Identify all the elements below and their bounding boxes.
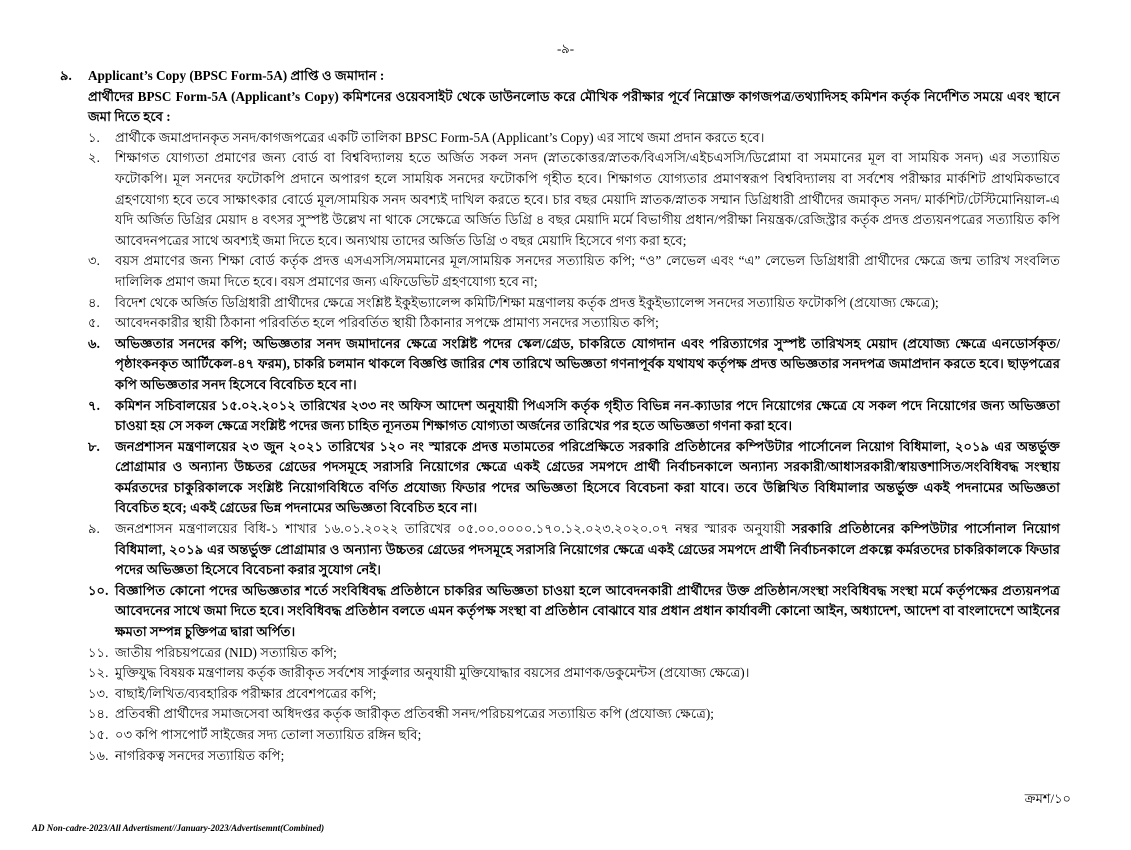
- item-text-main: প্রার্থীকে জমাপ্রদানকৃত সনদ/কাগজপত্রের একটি তালিকা BPSC Form-5A (Applicant’s Copy) এর সাথে জমা প্রদান করতে হবে।: [115, 129, 765, 145]
- item-text: [115, 704, 1060, 725]
- item-text-main: বাছাই/লিখিত/ব্যবহারিক পরীক্ষার প্রবেশপত্রের কপি;: [115, 685, 377, 701]
- list-item: [88, 128, 1060, 149]
- list-item: [88, 704, 1060, 725]
- item-text: [115, 643, 1060, 664]
- item-number: ১৪.: [88, 706, 109, 722]
- list-item: [88, 643, 1060, 664]
- item-text-main: বিদেশ থেকে অর্জিত ডিগ্রিধারী প্রার্থীদের ক্ষেত্রে সংশ্লিষ্ট ইকুইভ্যালেন্স কমিটি/শিক্ষা মন্ত্রণালয় কর্তৃক প্রদত্ত ইকুইভ্যালেন্স সনদের সত্যায়িত ফটোকপি (প্রযোজ্য ক্ষেত্রে);: [115, 294, 939, 310]
- item-number: ১.: [88, 129, 100, 145]
- list-item: [88, 251, 1060, 292]
- item-text: [115, 684, 1060, 705]
- item-text-main: জনপ্রশাসন মন্ত্রণালয়ের ২৩ জুন ২০২১ তারিখের ১২০ নং স্মারকে প্রদত্ত মতামতের পরিপ্রেক্ষিতে সরকারি প্রতিষ্ঠানের কম্পিউটার পার্সোনেল নিয়োগ বিধিমালা, ২০১৯ এর অন্তর্ভুক্ত প্রোগ্রামার ও অন্যান্য উচ্চতর গ্রেডের পদসমূহে সরাসরি নিয়োগের ক্ষেত্রে একই গ্রেডের সমপদে প্রার্থী নির্বাচনকালে অন্যান্য সরকারী/আধাসরকারী/স্বায়ত্তশাসিত/সংবিধিবদ্ধ সংস্থায় কর্মরতদের চাকুরিকালকে সংশ্লিষ্ট নিয়োগবিধিতে বর্ণিত প্রযোজ্য ফিডার পদের অভিজ্ঞতা হিসেবে বিবেচনা করা যাবে। তবে উল্লিখিত বিধিমালার অন্তর্ভুক্ত একই পদনামের অভিজ্ঞতা বিবেচিত হবে; একই গ্রেডের ভিন্ন পদনামের অভিজ্ঞতা বিবেচিত হবে না।: [115, 438, 1060, 516]
- list-item: [88, 437, 1060, 519]
- page-number: -৯-: [556, 41, 575, 56]
- item-number: ৪.: [88, 294, 100, 310]
- list-item: [88, 148, 1060, 251]
- footer-path: AD Non-cadre-2023/All Advertisment//January-2023/Advertisemnt(Combined): [32, 823, 325, 834]
- list-item: [88, 519, 1060, 581]
- item-number: ১১.: [88, 644, 109, 660]
- item-number: ১২.: [88, 665, 109, 681]
- item-text: [115, 128, 1060, 149]
- list-item: [88, 396, 1060, 437]
- item-text: [115, 725, 1060, 746]
- section-number: ৯.: [60, 68, 72, 83]
- item-number: ১৫.: [88, 727, 109, 742]
- section-title: Applicant’s Copy (BPSC Form-5A) প্রাপ্তি ও জমাদান :: [88, 68, 385, 83]
- list-item: [88, 581, 1060, 643]
- item-text-main: মুক্তিযুদ্ধ বিষয়ক মন্ত্রণালয় কর্তৃক জারীকৃত সর্বশেষ সার্কুলার অনুযায়ী মুক্তিযোদ্ধার বয়সের প্রমাণক/ডকুমেন্টস (প্রযোজ্য ক্ষেত্রে)।: [115, 665, 750, 681]
- requirements-list: [88, 128, 1060, 766]
- item-text-main: নাগরিকত্ব সনদের সত্যায়িত কপি;: [115, 747, 285, 763]
- item-text-main: জাতীয় পরিচয়পত্রের (NID) সত্যায়িত কপি;: [115, 644, 337, 660]
- item-text: [115, 396, 1060, 437]
- item-text-main: কমিশন সচিবালয়ের ১৫.০২.২০১২ তারিখের ২৩৩ নং অফিস আদেশ অনুযায়ী পিএসসি কর্তৃক গৃহীত বিভিন্ন নন-ক্যাডার পদে নিয়োগের ক্ষেত্রে যে সকল পদে নিয়োগের জন্য অভিজ্ঞতা চাওয়া হয় সে সকল ক্ষেত্রে সংশ্লিষ্ট পদের জন্য চাহিত ন্যূনতম শিক্ষাগত যোগ্যতা অর্জনের তারিখের পর হতে অভিজ্ঞতা গণনা করা হবে।: [115, 397, 1060, 434]
- section-applicants-copy: [60, 66, 1060, 766]
- item-text: [115, 437, 1060, 519]
- item-number: ৫.: [88, 315, 100, 331]
- item-text: [115, 581, 1060, 643]
- item-text: [115, 148, 1060, 251]
- item-number: ৭.: [88, 397, 100, 413]
- item-text: [115, 293, 1060, 314]
- item-number: ১৩.: [88, 685, 109, 701]
- list-item: [88, 293, 1060, 314]
- item-text-main: বিজ্ঞাপিত কোনো পদের অভিজ্ঞতার শর্তে সংবিধিবদ্ধ প্রতিষ্ঠানে চাকরির অভিজ্ঞতা চাওয়া হলে আবেদনকারী প্রার্থীদের উক্ত প্রতিষ্ঠান/সংস্থা সংবিধিবদ্ধ সংস্থা মর্মে কর্তৃপক্ষের প্রত্যয়নপত্র আবেদনের সাথে জমা দিতে হবে। সংবিধিবদ্ধ প্রতিষ্ঠান বলতে এমন কর্তৃপক্ষ সংস্থা বা প্রতিষ্ঠান বোঝাবে যার প্রধান প্রধান কার্যাবলী কোনো আইন, অধ্যাদেশ, আদেশ বা বাংলাদেশে আইনের ক্ষমতা সম্পন্ন চুক্তিপত্র দ্বারা অর্পিত।: [115, 582, 1060, 640]
- section-heading: [60, 66, 1060, 87]
- item-text: [115, 746, 1060, 767]
- list-item: [88, 684, 1060, 705]
- item-number: ১৬.: [88, 747, 109, 763]
- item-text-main: শিক্ষাগত যোগ্যতা প্রমাণের জন্য বোর্ড বা বিশ্ববিদ্যালয় হতে অর্জিত সকল সনদ (স্নাতকোত্তর/স্নাতক/বিএসসি/এইচএসসি/ডিপ্লোমা বা সমমানের মূল বা সাময়িক সনদ) এর সত্যায়িত ফটোকপি। মূল সনদের ফটোকপি প্রদানে অপারগ হলে সাময়িক সনদের ফটোকপি গৃহীত হবে। শিক্ষাগত যোগ্যতার প্রমাণস্বরূপ বিশ্ববিদ্যালয় বা সর্বশেষ পরীক্ষার মার্কশিট প্রাথমিকভাবে গ্রহণযোগ্য হবে তবে সাক্ষাৎকার বোর্ডে মূল/সাময়িক সনদ অবশ্যই দাখিল করতে হবে। চার বছর মেয়াদি স্নাতক/স্নাতক সম্মান ডিগ্রিধারী প্রার্থীদের জমাকৃত সনদ/ মার্কশিট/টেস্টিমোনিয়াল-এ যদি অর্জিত ডিগ্রির মেয়াদ ৪ বৎসর সুস্পষ্ট উল্লেখ না থাকে সেক্ষেত্রে অর্জিত ডিগ্রি ৪ বছর মেয়াদি মর্মে বিভাগীয় প্রধান/পরীক্ষা নিয়ন্ত্রক/রেজিস্ট্রার কর্তৃক প্রদত্ত প্রত্যয়নপত্রের সত্যায়িত কপি আবেদনপত্রের সাথে অবশ্যই জমা দিতে হবে। অন্যথায় তাদের অর্জিত ডিগ্রি ৩ বছর মেয়াদি হিসেবে গণ্য করা হবে;: [115, 150, 1060, 248]
- item-text-main: অভিজ্ঞতার সনদের কপি; অভিজ্ঞতার সনদ জমাদানের ক্ষেত্রে সংশ্লিষ্ট পদের স্কেল/গ্রেড, চাকরিতে যোগদান এবং পরিত্যাগের সুস্পষ্ট তারিখসহ মেয়াদ (প্রযোজ্য ক্ষেত্রে এনডোর্সকৃত/পৃষ্ঠাংকনকৃত আর্টিকেল-৪৭ ফরম), চাকরি চলমান থাকলে বিজ্ঞপ্তি জারির শেষ তারিখে অভিজ্ঞতা গণনাপূর্বক যথাযথ কর্তৃপক্ষ প্রদত্ত অভিজ্ঞতার সনদপত্র জমাপ্রদান করতে হবে। ছাড়পত্রের কপি অভিজ্ঞতার সনদ হিসেবে বিবেচিত হবে না।: [115, 335, 1060, 392]
- item-text-bold: সরকারি প্রতিষ্ঠানের কম্পিউটার পার্সোনাল নিয়োগ বিধিমালা, ২০১৯ এর অন্তর্ভুক্ত প্রোগ্রামার ও অন্যান্য উচ্চতর গ্রেডের পদসমূহে সরাসরি নিয়োগের ক্ষেত্রে একই গ্রেডের সমপদে প্রার্থী নির্বাচনকালে প্রকল্পে কর্মরতদের চাকরিকালকে ফিডার পদের অভিজ্ঞতা হিসেবে বিবেচনা করার সুযোগ নেই।: [115, 521, 1060, 578]
- list-item: [88, 334, 1060, 396]
- continued-label: ক্রমশ/১০: [1024, 791, 1071, 807]
- section-intro: প্রার্থীদের BPSC Form-5A (Applicant’s Copy) কমিশনের ওয়েবসাইট থেকে ডাউনলোড করে মৌখিক পরীক্ষার পূর্বে নিম্নোক্ত কাগজপত্র/তথ্যাদিসহ কমিশন কর্তৃক নির্দেশিত সময়ে এবং স্থানে জমা দিতে হবে :: [88, 88, 1060, 125]
- list-item: [88, 725, 1060, 746]
- item-number: ৮.: [88, 438, 100, 454]
- item-text: [115, 519, 1060, 581]
- item-text-main: ০৩ কপি পাসপোর্ট সাইজের সদ্য তোলা সত্যায়িত রঙ্গিন ছবি;: [115, 727, 422, 742]
- item-number: ২.: [88, 150, 100, 166]
- item-text-main: বয়স প্রমাণের জন্য শিক্ষা বোর্ড কর্তৃক প্রদত্ত এসএসসি/সমমানের মূল/সাময়িক সনদের সত্যায়িত কপি; “ও” লেভেল এবং “এ” লেভেল ডিগ্রিধারী প্রার্থীদের ক্ষেত্রে জন্ম তারিখ সংবলিত দালিলিক প্রমাণ জমা দিতে হবে। বয়স প্রমাণের জন্য এফিডেভিট গ্রহণযোগ্য হবে না;: [115, 253, 1060, 289]
- item-text: [115, 251, 1060, 292]
- item-text-main: আবেদনকারীর স্থায়ী ঠিকানা পরিবর্তিত হলে পরিবর্তিত স্থায়ী ঠিকানার সপক্ষে প্রামাণ্য সনদের সত্যায়িত কপি;: [115, 315, 659, 331]
- item-number: ৩.: [88, 253, 100, 269]
- item-text-main: প্রতিবন্ধী প্রার্থীদের সমাজসেবা অধিদপ্তর কর্তৃক জারীকৃত প্রতিবন্ধী সনদ/পরিচয়পত্রের সত্যায়িত কপি (প্রযোজ্য ক্ষেত্রে);: [115, 706, 714, 722]
- item-number: ৬.: [88, 335, 100, 351]
- item-text: [115, 334, 1060, 396]
- item-number: ৯.: [88, 521, 100, 537]
- list-item: [88, 313, 1060, 334]
- item-text: [115, 663, 1060, 684]
- item-number: ১০.: [88, 582, 109, 598]
- list-item: [88, 663, 1060, 684]
- item-text: [115, 313, 1060, 334]
- list-item: [88, 746, 1060, 767]
- item-text-main: জনপ্রশাসন মন্ত্রণালয়ের বিধি-১ শাখার ১৬.০১.২০২২ তারিখের ০৫.০০.০০০০.১৭০.১২.০২৩.২০২০.০৭ নম্বর স্মারক অনুযায়ী: [115, 521, 792, 537]
